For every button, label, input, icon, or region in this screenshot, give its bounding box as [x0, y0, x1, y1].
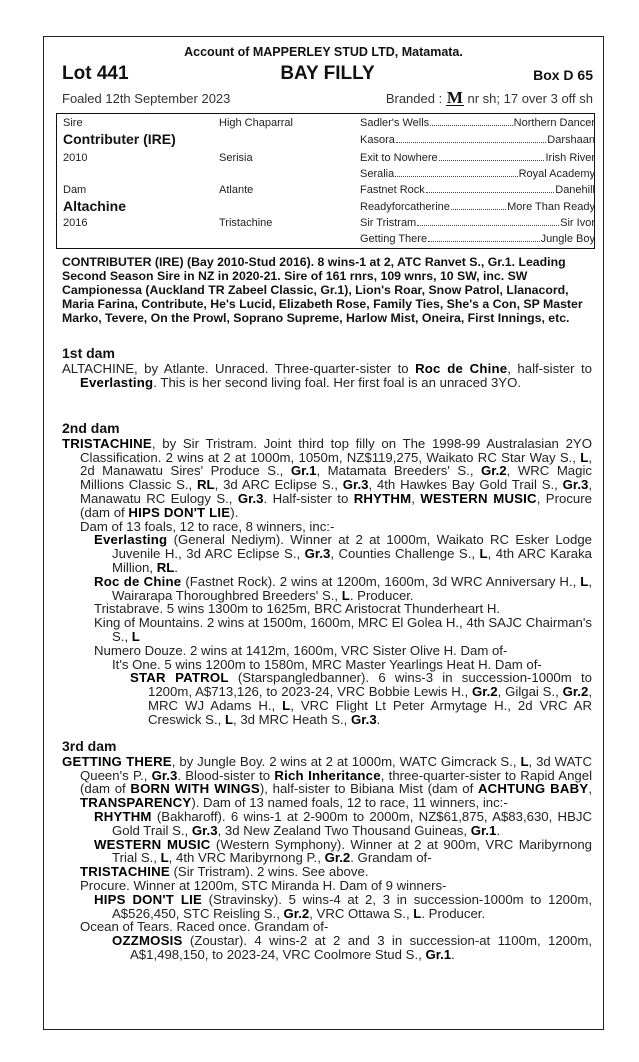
- progeny-procure: Procure. Winner at 1200m, STC Miranda H. Dam of 9 winners-: [80, 877, 447, 893]
- dam-entry-getting-there: GETTING THERE, by Jungle Boy. 2 wins at 2 at 1000m, WATC Gimcrack S., L, 3d WATC Queen's P., Gr.3. Blood-sister to Rich Inheritance, three-quarter-sister to Rapid Angel (dam of BORN WITH WINGS), half-sister to Bibiana Mist (dam of ACHTUNG BABY, TRANSPARENCY). Dam of 13 named foals, 12 to race, 11 winners, inc:-: [62, 753, 593, 811]
- progeny-ozzmosis: OZZMOSIS (Zoustar). 4 wins-2 at 2 and 3 in succession-at 1100m, 1200m, A$1,498,150, to 2023-24, VRC Coolmore Stud S., Gr.1.: [112, 933, 592, 962]
- brand-info: [385, 88, 593, 107]
- progeny-king-of-mountains: King of Mountains. 2 wins at 1500m, 1600m, MRC El Golea H., 4th SAJC Chairman's S., L: [94, 615, 593, 644]
- g3-row: Kasora Darshaan: [360, 134, 595, 146]
- progeny-numero-douze: Numero Douze. 2 wins at 1412m, 1600m, VRC Sister Olive H. Dam of-: [94, 642, 508, 658]
- section-heading: 1st dam: [62, 345, 115, 361]
- lot-number: Lot 441: [62, 63, 129, 84]
- progeny-star-patrol: STAR PATROL (Starspangledbanner). 6 wins-3 in succession-1000m to 1200m, A$713,126, to 2023-24, VRC Bobbie Lewis H., Gr.2, Gilgai S., Gr.2, MRC WJ Adams H., L, VRC Flight Lt Peter Armytage H., 2d VRC AR Creswick S., L, 3d MRC Heath S., Gr.3.: [130, 670, 592, 727]
- g3-row: Sir Tristram Sir Ivor: [360, 217, 595, 229]
- dam-dam: Tristachine: [219, 217, 273, 229]
- branded-detail: nr sh; 17 over 3 off sh: [467, 91, 593, 106]
- first-dam-section: [62, 347, 592, 389]
- first-dam-entry: ALTACHINE, by Atlante. Unraced. Three-quarter-sister to Roc de Chine, half-sister to Everlasting. This is her second living foal. Her first foal is an unraced 3YO.: [62, 360, 592, 390]
- progeny-western-music: WESTERN MUSIC (Western Symphony). Winner at 2 at 900m, VRC Maribyrnong Trial S., L, 4th VRC Maribyrnong P., Gr.2. Grandam of-: [94, 836, 592, 866]
- box-number: Box D 65: [533, 67, 593, 83]
- sire-sire: High Chaparral: [219, 117, 293, 129]
- sire-summary: CONTRIBUTER (IRE) (Bay 2010-Stud 2016). 8 wins-1 at 2, ATC Ranvet S., Gr.1. Leading Second Season Sire in NZ in 2020-21. Sire of 161 rnrs, 109 wnrs, 10 SW, inc. SW Campionessa (Auckland TR Zabeel Classic, Gr.1), Lion's Roar, Snow Patrol, Llanacord, Maria Farina, Contribute, He's Lucid, Elizabeth Rose, Family Ties, She's a Con, SP Master Marko, Tevere, On the Prowl, Soprano Supreme, Harlow Mist, Oneira, First Innings, etc.: [62, 255, 583, 325]
- g3-row: Fastnet Rock Danehill: [360, 184, 595, 196]
- foaled-line: [62, 88, 593, 109]
- progeny-rhythm: RHYTHM (Bakharoff). 6 wins-1 at 2-900m to 2000m, NZ$61,875, A$83,630, HBJC Gold Trail S., Gr.3, 3d New Zealand Two Thousand Guineas, Gr.1.: [94, 808, 592, 838]
- progeny-its-one: It's One. 5 wins 1200m to 1580m, MRC Master Yearlings Heat H. Dam of-: [112, 656, 542, 672]
- progeny-tristachine: TRISTACHINE (Sir Tristram). 2 wins. See above.: [80, 864, 369, 880]
- third-dam-section: [62, 740, 592, 962]
- dam-year: 2016: [63, 217, 88, 229]
- g3-row: Sadler's Wells Northern Dancer: [360, 117, 595, 129]
- section-heading: 2nd dam: [62, 420, 120, 436]
- brand-mark-icon: M: [446, 88, 463, 107]
- branded-label: Branded :: [385, 91, 443, 106]
- progeny-roc-de-chine: Roc de Chine (Fastnet Rock). 2 wins at 1200m, 1600m, 3d WRC Anniversary H., L, Wairarapa Thoroughbred Breeders' S., L. Producer.: [94, 573, 592, 603]
- vendor-account: Account of MAPPERLEY STUD LTD, Matamata.: [184, 45, 463, 59]
- foaled-date: Foaled 12th September 2023: [62, 91, 231, 106]
- dam-entry-tristachine: TRISTACHINE, by Sir Tristram. Joint third top filly on The 1998-99 Australasian 2YO Classification. 2 wins at 2 at 1000m, 1050m, NZ$119,275, Waikato RC Star Way S., L, 2d Manawatu Sires' Produce S., Gr.1, Matamata Breeders' S., Gr.2, WRC Magic Millions Classic S., RL, 3d ARC Eclipse S., Gr.3, 4th Hawkes Bay Gold Trail S., Gr.3, Manawatu RC Eulogy S., Gr.3. Half-sister to RHYTHM, WESTERN MUSIC, Procure (dam of HIPS DON'T LIE).: [62, 435, 592, 520]
- sire-dam: Serisia: [219, 152, 253, 164]
- section-heading: 3rd dam: [62, 738, 117, 754]
- progeny-everlasting: Everlasting (General Nediym). Winner at 2 at 1000m, Waikato RC Esker Lodge Juvenile H., 3d ARC Eclipse S., Gr.3, Counties Challenge S., L, 4th ARC Karaka Million, RL.: [94, 532, 592, 575]
- sire-label: Sire: [63, 117, 83, 129]
- sire-name: Contributer (IRE): [63, 131, 176, 147]
- dam-label: Dam: [63, 184, 87, 196]
- dam-name: Altachine: [63, 198, 127, 214]
- dam-sire: Atlante: [219, 184, 254, 196]
- sire-year: 2010: [63, 152, 88, 164]
- pedigree-table: [56, 113, 595, 249]
- g3-row: Exit to Nowhere Irish River: [360, 152, 595, 164]
- progeny-hips-dont-lie: HIPS DON'T LIE (Stravinsky). 5 wins-4 at 2, 3 in succession-1000m to 1200m, A$526,450, STC Reisling S., Gr.2, VRC Ottawa S., L. Producer.: [94, 891, 592, 921]
- horse-title: BAY FILLY: [280, 63, 375, 84]
- lot-line: [62, 63, 593, 87]
- progeny-ocean-of-tears: Ocean of Tears. Raced once. Grandam of-: [80, 919, 329, 935]
- progeny-tristabrave: Tristabrave. 5 wins 1300m to 1625m, BRC Aristocrat Thunderheart H.: [94, 601, 501, 617]
- g3-row: Readyforcatherine More Than Ready: [360, 201, 595, 213]
- foals-summary: Dam of 13 foals, 12 to race, 8 winners, inc:-: [80, 518, 335, 534]
- g3-row: Getting There Jungle Boy: [360, 233, 595, 245]
- g3-row: Seralia Royal Academy: [360, 168, 595, 180]
- second-dam-section: [62, 422, 592, 727]
- catalogue-page: [43, 36, 604, 1030]
